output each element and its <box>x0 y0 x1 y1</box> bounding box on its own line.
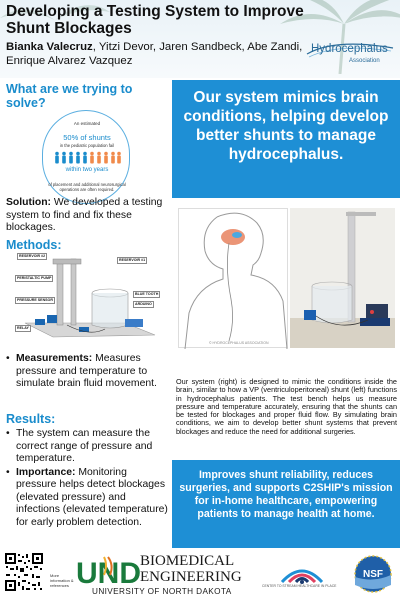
importance-label: Importance: <box>16 466 76 478</box>
right-column <box>172 80 400 548</box>
bme-line-1: BIOMEDICAL <box>140 553 235 569</box>
people-icon <box>53 151 121 165</box>
label-peristaltic-pump: PERISTALTIC PUMP <box>17 276 52 280</box>
list-item: • The system can measure the correct range of pressure and temperature. <box>4 428 170 466</box>
results-heading: Results: <box>6 412 56 426</box>
stat-small: in the pediatric population fail <box>59 143 115 148</box>
c2ship-logo <box>262 556 342 592</box>
stat-big: 50% of shunts <box>63 133 111 142</box>
nsf-text: NSF <box>363 569 383 580</box>
label-reservoir-2: RESERVOIR #2 <box>19 254 46 258</box>
list-item <box>4 353 170 391</box>
solution-text: We developed a testing system to find and fix these blockages. <box>6 197 163 233</box>
logo-sub: Association <box>349 58 380 64</box>
poster-title: Developing a Testing System to Improve Shunt Blockages <box>6 3 304 37</box>
solution-label: Solution: <box>6 197 52 208</box>
stat-bottom: of placement and additional neurosurgical operations are often required. <box>48 182 126 192</box>
co-authors: , Yitzi Devor, Jaren Sandbeck, Abe Zandi, Enrique Alvarez Vazquez <box>6 41 303 67</box>
importance-text: Monitoring pressure helps detect blockages (elevated pressure) and infections (elevated temperature) for early problem detection. <box>16 466 168 528</box>
problem-heading: What are we trying to solve? <box>6 82 133 110</box>
label-arduino: ARDUINO <box>135 302 152 306</box>
photo-caption: © HYDROCEPHALUS ASSOCIATION <box>209 341 269 345</box>
label-pressure-sensor: PRESSURE SENSOR <box>17 298 53 302</box>
results-list <box>4 428 170 530</box>
list-item <box>4 467 170 530</box>
system-description: Our system (right) is designed to mimic the conditions inside the brain, similar to how a VP (ventriculoperitoneal) shunt (left) functions in hydrocephalus patients. The test bench helps us measure pressure and temperature accurately, ensuring that the shunts can be tested for blockages and proper fluid flow. By simulating brain conditions, we aim to develop better shunt systems that prevent blockages and reduce the need for additional surgeries. <box>176 377 397 436</box>
more-info-link[interactable]: More information & references <box>50 573 74 588</box>
logo-word: Hydrocephalus <box>311 43 388 55</box>
poster-footer <box>0 550 400 600</box>
university-name: UNIVERSITY OF NORTH DAKOTA <box>92 587 232 596</box>
stat-infographic <box>42 110 130 204</box>
qr-code-icon[interactable] <box>4 552 44 592</box>
label-relay: RELAY <box>17 326 29 330</box>
biomedical-engineering-wordmark <box>140 553 242 585</box>
solution-paragraph <box>6 197 170 235</box>
hydrocephalus-association-logo <box>305 40 395 72</box>
und-wordmark: UND <box>76 557 141 590</box>
bme-line-2: ENGINEERING <box>140 569 242 585</box>
wifi-icon <box>262 556 342 584</box>
author-list <box>6 40 306 68</box>
closing-text: Improves shunt reliability, reduces surgeries, and supports C2SHIP's mission for in-home healthcare, empowering patients to manage health at home. <box>179 469 393 520</box>
lead-author: Bianka Valecruz <box>6 41 93 53</box>
closing-panel <box>172 460 400 548</box>
test-bench-photo <box>290 208 395 348</box>
measure-label: Measurements: <box>16 353 93 364</box>
c2ship-text: CENTER TO STREAM HEALTHCARE IN PLACE <box>262 584 337 588</box>
headline-text: Our system mimics brain conditions, helping develop better shunts to manage hydrocephalus. <box>183 89 389 163</box>
test-bench-diagram <box>5 253 170 343</box>
left-column <box>0 80 172 550</box>
vp-shunt-illustration <box>178 208 288 348</box>
test-bench-photo-render <box>290 208 395 348</box>
label-reservoir-1: RESERVOIR #1 <box>119 258 146 262</box>
methods-heading: Methods: <box>6 238 62 252</box>
nsf-globe-icon <box>352 553 394 595</box>
headline-panel <box>172 80 400 198</box>
label-blue-tooth: BLUE TOOTH <box>135 292 159 296</box>
child-outline-icon <box>179 209 289 349</box>
stat-top: An estimated <box>73 121 101 126</box>
methods-list <box>4 353 170 392</box>
measure-text: Measures pressure and temperature to simulate brain fluid movement. <box>16 353 157 389</box>
poster-header <box>0 0 400 78</box>
stat-mid: within two years <box>65 167 109 173</box>
